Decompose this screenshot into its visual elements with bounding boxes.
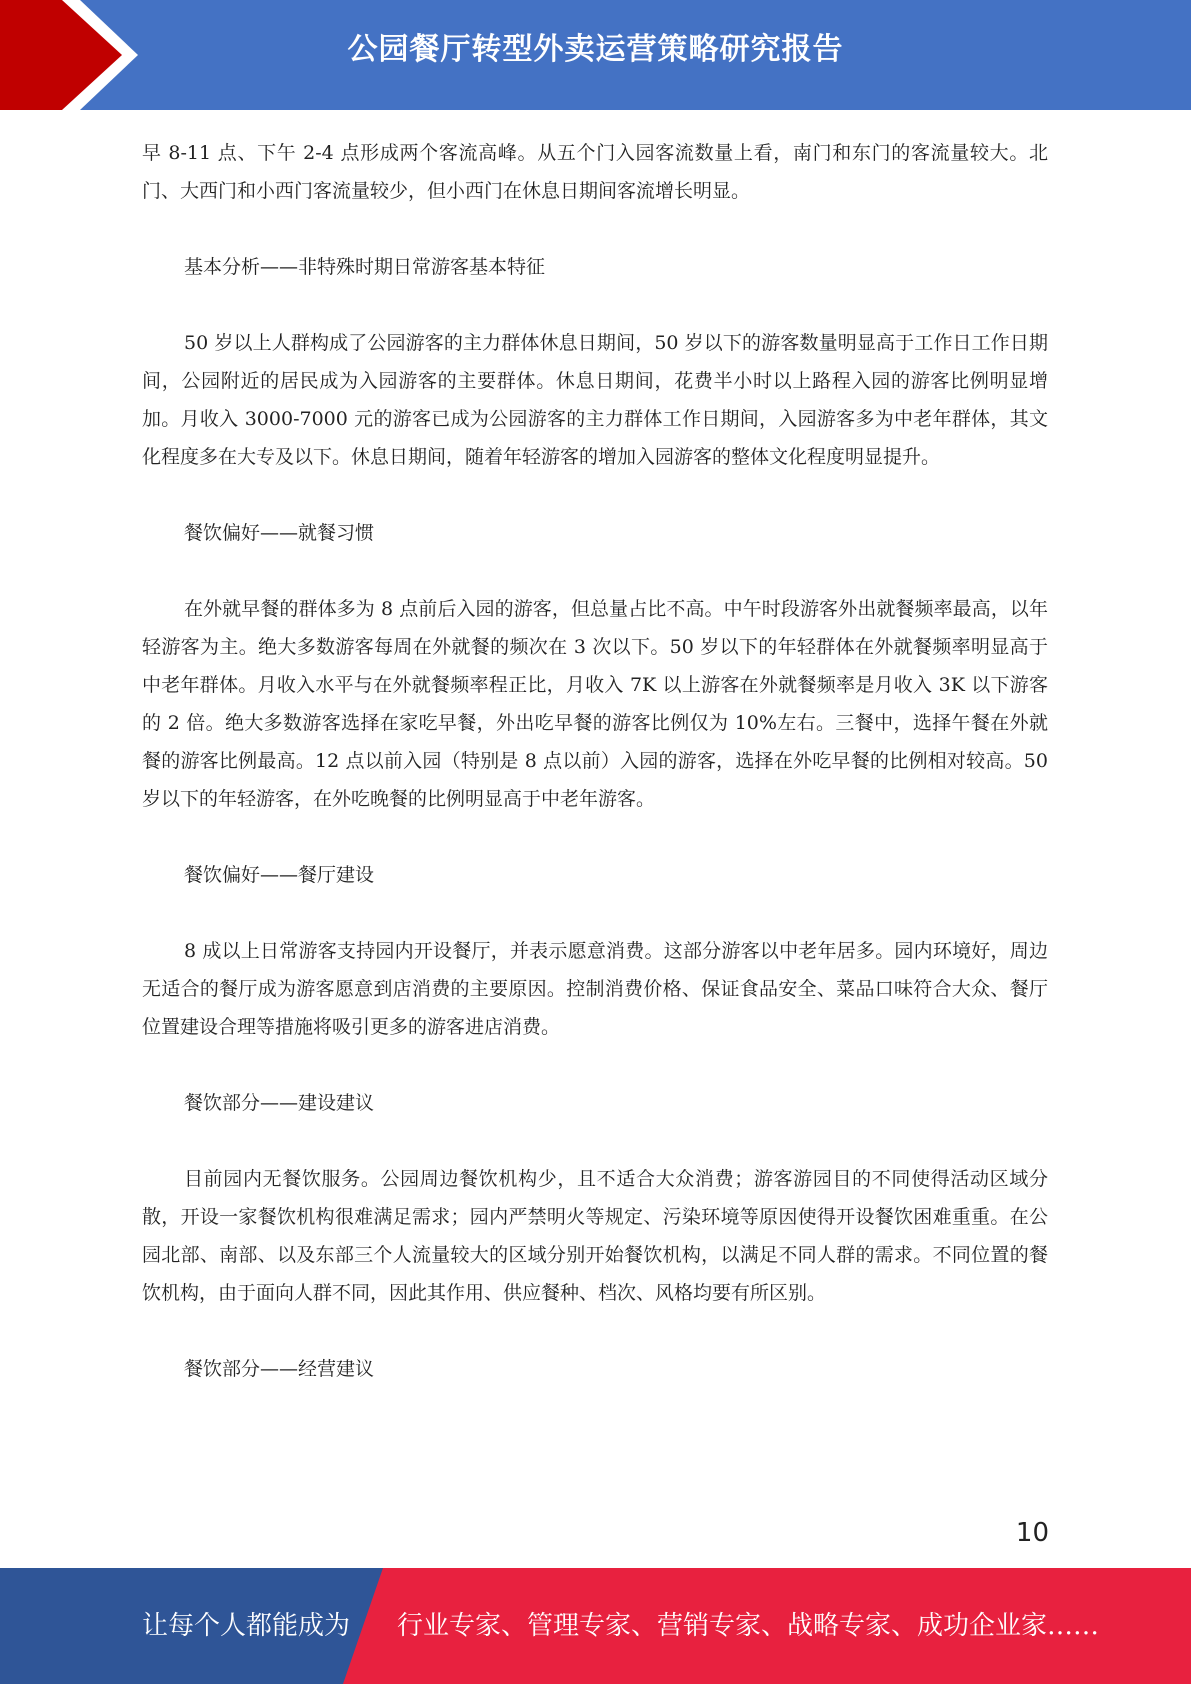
paragraph-dining-habits: 在外就早餐的群体多为 8 点前后入园的游客，但总量占比不高。中午时段游客外出就餐频率最高，以年轻游客为主。绝大多数游客每周在外就餐的频次在 3 次以下。50 岁以下的年轻群体在外就餐频率明显高于中老年群体。月收入水平与在外就餐频率程正比，月收入 7K 以上游客在外就餐频率是月收入 3K 以下游客的 2 倍。绝大多数游客选择在家吃早餐，外出吃早餐的游客比例仅为 10%左右。三餐中，选择午餐在外就餐的游客比例最高。12 点以前入园（特别是 8 点以前）入园的游客，选择在外吃早餐的比例相对较高。50 岁以下的年轻游客，在外吃晚餐的比例明显高于中老年游客。	[142, 598, 1048, 810]
section-heading-dining-habits: 餐饮偏好——就餐习惯	[184, 522, 375, 544]
paragraph-construction-advice: 目前园内无餐饮服务。公园周边餐饮机构少，且不适合大众消费；游客游园目的不同使得活动区域分散，开设一家餐饮机构很难满足需求；园内严禁明火等规定、污染环境等原因使得开设餐饮困难重重。在公园北部、南部、以及东部三个人流量较大的区域分别开始餐饮机构，以满足不同人群的需求。不同位置的餐饮机构，由于面向人群不同，因此其作用、供应餐种、档次、风格均要有所区别。	[142, 1168, 1048, 1304]
document-title: 公园餐厅转型外卖运营策略研究报告	[347, 32, 844, 67]
footer-slogan-left: 让每个人都能成为	[142, 1611, 351, 1641]
paragraph-visitor-flow: 早 8-11 点、下午 2-4 点形成两个客流高峰。从五个门入园客流数量上看，南门和东门的客流量较大。北门、大西门和小西门客流量较少，但小西门在休息日期间客流增长明显。	[142, 142, 1048, 202]
section-heading-restaurant-construction: 餐饮偏好——餐厅建设	[184, 864, 375, 886]
section-heading-construction-advice: 餐饮部分——建设建议	[184, 1092, 375, 1114]
page-footer	[0, 1568, 1191, 1684]
section-heading-basic-analysis: 基本分析——非特殊时期日常游客基本特征	[184, 256, 546, 278]
section-heading-operation-advice: 餐饮部分——经营建议	[184, 1358, 375, 1380]
page-header	[0, 0, 1191, 110]
paragraph-restaurant-construction: 8 成以上日常游客支持园内开设餐厅，并表示愿意消费。这部分游客以中老年居多。园内环境好，周边无适合的餐厅成为游客愿意到店消费的主要原因。控制消费价格、保证食品安全、菜品口味符合大众、餐厅位置建设合理等措施将吸引更多的游客进店消费。	[142, 940, 1048, 1038]
page-number: 10	[1015, 1518, 1049, 1548]
paragraph-visitor-features: 50 岁以上人群构成了公园游客的主力群体休息日期间，50 岁以下的游客数量明显高于工作日工作日期间，公园附近的居民成为入园游客的主要群体。休息日期间，花费半小时以上路程入园的游客比例明显增加。月收入 3000-7000 元的游客已成为公园游客的主力群体工作日期间，入园游客多为中老年群体，其文化程度多在大专及以下。休息日期间，随着年轻游客的增加入园游客的整体文化程度明显提升。	[142, 332, 1048, 468]
footer-slogan-right: 行业专家、管理专家、营销专家、战略专家、成功企业家……	[397, 1611, 1100, 1641]
report-body	[142, 134, 1048, 1426]
